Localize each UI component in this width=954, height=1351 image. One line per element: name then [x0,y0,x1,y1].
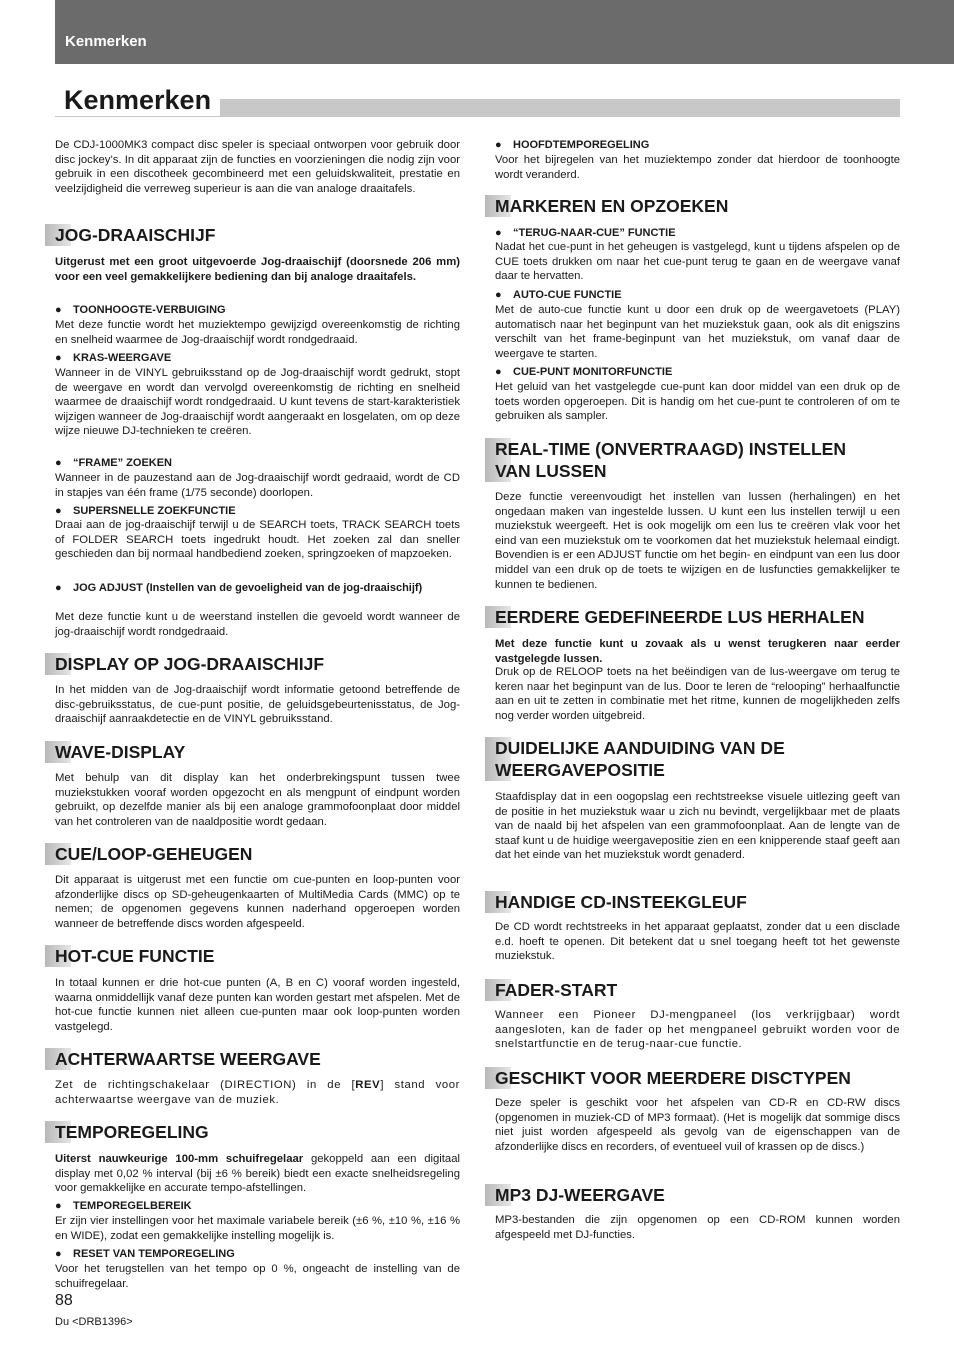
reverse-text-a: Zet de richtingschakelaar (DIRECTION) in de [ [55,1079,356,1091]
marking-sub-2-title: AUTO-CUE FUNCTIE [513,289,622,301]
repeat-loop-lead: Met deze functie kunt u zovaak als u wenst terugkeren naar eerder vastgelegde lussen. [495,638,900,665]
heading-slot [485,891,900,913]
heading-position-line-2: WEERGAVEPOSITIE [495,760,665,780]
jog-sub-1 [55,304,460,318]
jog-sub-2 [55,352,460,366]
document-code: Du <DRB1396> [55,1316,133,1328]
heading-position-line-1: DUIDELIJKE AANDUIDING VAN DE [495,738,785,758]
heading-cueloop-text: CUE/LOOP-GEHEUGEN [55,844,253,864]
master-tempo [495,139,900,153]
header-bar [55,0,954,64]
master-tempo-text: Voor het bijregelen van het muziektempo zonder dat hierdoor de toonhoogte wordt veranderd. [495,154,900,181]
jog-sub-3 [55,457,460,471]
heading-slot-text: HANDIGE CD-INSTEEKGLEUF [495,892,747,912]
bullet-icon: ● [55,1200,62,1212]
heading-repeat-loop [485,606,900,628]
jog-sub-3-text: Wanneer in de pauzestand aan de Jog-draaischijf wordt gedraaid, wordt de CD in stapjes van één frame (1/75 seconde) doorlopen. [55,472,460,499]
reverse-text-b: ] stand voor achterwaartse weergave van de muziek. [55,1079,460,1106]
heading-disctypes-text: GESCHIKT VOOR MEERDERE DISCTYPEN [495,1068,851,1088]
marking-sub-1-text: Nadat het cue-punt in het geheugen is vastgelegd, kunt u tijdens afspelen op de CUE toets drukken om naar het cue-punt terug te gaan en de weergave vanaf daar te hervatten. [495,241,900,283]
heading-realtime-line-2: VAN LUSSEN [495,461,607,481]
heading-jog-text: JOG-DRAAISCHIJF [55,225,216,245]
tempo-sub-2-title: RESET VAN TEMPOREGELING [73,1248,235,1260]
heading-tempo [45,1121,460,1143]
jog-sub-4-text: Draai aan de jog-draaischijf terwijl u de SEARCH toets, TRACK SEARCH toets of FOLDER SEARCH toets ingedrukt houdt. Het zoeken zal dan sneller geschieden dan bij normaal handbediend zoeken, springzoeken of mapzoeken. [55,519,460,561]
heading-realtime-line-1: REAL-TIME (ONVERTRAAGD) INSTELLEN [495,439,846,459]
heading-position [485,737,900,781]
marking-sub-3 [495,366,900,380]
jog-sub-4 [55,505,460,519]
heading-realtime [485,438,900,482]
jog-sub-1-title: TOONHOOGTE-VERBUIGING [73,304,226,316]
jog-sub-5-title: JOG ADJUST (Instellen van de gevoeligheid van de jog-draaischijf) [73,582,423,594]
heading-fader [485,979,900,1001]
page-number: 88 [55,1292,73,1309]
marking-sub-3-title: CUE-PUNT MONITORFUNCTIE [513,366,673,378]
jog-sub-4-title: SUPERSNELLE ZOEKFUNCTIE [73,505,236,517]
tempo-lead-bold: Uiterst nauwkeurige 100-mm schuifregelaar [55,1153,304,1165]
bullet-icon: ● [495,139,502,151]
jog-sub-2-text: Wanneer in de VINYL gebruiksstand op de Jog-draaischijf wordt gedrukt, stopt de weergave en wordt dan vervolgd overeenkomstig de richting en snelheid waarmee de draaischijf wordt rondgedraaid. U kunt tevens de start-karakteristiek wijzigen wanneer de Jog-draaischijf wordt aangeraakt en losgelaten, om op deze wijze nieuwe DJ-technieken te creëren. [55,367,460,438]
reverse-text-bold: REV [355,1079,381,1091]
mp3-text: MP3-bestanden die zijn opgenomen op een CD-ROM kunnen worden afgespeeld met DJ-functies. [495,1214,900,1241]
tempo-sub-1 [55,1200,460,1214]
cueloop-text: Dit apparaat is uitgerust met een functie om cue-punten en loop-punten voor afzonderlijke discs op SD-geheugenkaarten of MultiMedia Cards (MMC) op te nemen; de opgenomen gegevens kunnen naderhand opgeroepen worden wanneer de betreffende discs worden afgespeeld. [55,874,460,930]
repeat-loop-text: Druk op de RELOOP toets na het beëindigen van de lus-weergave om terug te keren naar het beginpunt van de lus. Door te leren de “relooping” herhaalfunctie aan en uit te zetten in combinatie met het ritme, kunnen de mogelijkheden zelfs nog verder worden uitgebreid. [495,666,900,722]
heading-disctypes [485,1067,900,1089]
realtime-text: Deze functie vereenvoudigt het instellen van lussen (herhalingen) en het ongedaan maken van ingestelde lussen. U kunt een lus instellen terwijl u een muziekstuk weergeeft. Het is ook mogelijk om een lus te creëren vlak voor het eind van een muziekstuk om te voorkomen dat het muziekstuk helemaal eindigt. Bovendien is er een ADJUST functie om het begin- en eindpunt van een lus door middel van een druk op de toets te wijzigen en de lusfuncties gemakkelijker te kunnen te bedienen. [495,491,900,591]
bullet-icon: ● [495,289,502,301]
heading-wave [45,741,460,763]
jog-lead: Uitgerust met een groot uitgevoerde Jog-draaischijf (doorsnede 206 mm) voor een veel gemakkelijkere bediening dan bij analoge draaitafels. [55,256,460,283]
tempo-sub-2-text: Voor het terugstellen van het tempo op 0 %, ongeacht de instelling van de schuifregelaar. [55,1263,460,1290]
heading-jog [45,224,460,246]
jog-sub-1-text: Met deze functie wordt het muziektempo gewijzigd overeenkomstig de richting en snelheid waarmee de Jog-draaischijf wordt rondgedraaid. [55,319,460,346]
position-text: Staafdisplay dat in een oogopslag een rechtstreekse visuele uitlezing geeft van de positie in het muziekstuk waar u zich nu bevindt, vergelijkbaar met de plaats van de naald bij het afspelen van een grammofoonplaat. Aan de lengte van de staaf kunt u de huidige weergavepositie zien en een knipperende staaf geeft aan dat het einde van het muziekstuk wordt genaderd. [495,791,900,862]
bullet-icon: ● [55,505,62,517]
heading-fader-text: FADER-START [495,980,618,1000]
heading-repeat-loop-text: EERDERE GEDEFINEERDE LUS HERHALEN [495,607,865,627]
marking-sub-2-text: Met de auto-cue functie kunt u door een druk op de weergavetoets (PLAY) automatisch naar het beginpunt van het muziekstuk gaan, ook als dit enigszins verschilt van het frame-beginpunt van het muziekstuk, om vanaf daar de weergave te starten. [495,304,900,360]
marking-sub-2 [495,289,900,303]
bullet-icon: ● [55,457,62,469]
heading-marking-text: MARKEREN EN OPZOEKEN [495,196,729,216]
heading-tempo-text: TEMPOREGELING [55,1122,209,1142]
marking-sub-3-text: Het geluid van het vastgelegde cue-punt kan door middel van een druk op de toets worden opgeroepen. Dit is handig om het cue-punt te controleren of om te gebruiken als sampler. [495,381,900,423]
heading-mp3 [485,1184,900,1206]
wave-text: Met behulp van dit display kan het onderbrekingspunt tussen twee muziekstukken vooraf worden opgezocht en als mengpunt of eindpunt worden gebruikt, op dezelfde manier als bij een analoge grammofoonplaat door middel van het controleren van de naaldpositie wordt gedaan. [55,772,460,828]
bullet-icon: ● [55,582,62,594]
display-text: In het midden van de Jog-draaischijf wordt informatie getoond betreffende de disc-gebruiksstatus, de cue-punt positie, de geluidsgebeurtenisstatus, de Jog-draaischijf aanraakdetectie en de VINYL gebruiksstand. [55,684,460,726]
jog-sub-5 [55,582,460,596]
jog-sub-5-text: Met deze functie kunt u de weerstand instellen die gevoeld wordt wanneer de jog-draaischijf wordt rondgedraaid. [55,611,460,638]
bullet-icon: ● [55,304,62,316]
tempo-sub-1-text: Er zijn vier instellingen voor het maximale variabele bereik (±6 %, ±10 %, ±16 % en WIDE), zodat een gemakkelijke instelling mogelijk is. [55,1215,460,1242]
heading-marking [485,195,900,217]
heading-display [45,653,460,675]
jog-sub-2-title: KRAS-WEERGAVE [73,352,172,364]
heading-cueloop [45,843,460,865]
bullet-icon: ● [55,352,62,364]
page-title: Kenmerken [55,84,220,116]
master-tempo-title: HOOFDTEMPOREGELING [513,139,650,151]
heading-wave-text: WAVE-DISPLAY [55,742,186,762]
tempo-lead [55,1152,460,1196]
tempo-sub-2 [55,1248,460,1262]
fader-text: Wanneer een Pioneer DJ-mengpaneel (los verkrijgbaar) wordt aangesloten, kan de fader op het mengpaneel gebruikt worden voor de snelstartfunctie en de terug-naar-cue functie. [495,1009,900,1051]
jog-sub-3-title: “FRAME” ZOEKEN [73,457,172,469]
heading-hotcue-text: HOT-CUE FUNCTIE [55,946,215,966]
heading-mp3-text: MP3 DJ-WEERGAVE [495,1185,665,1205]
hotcue-text: In totaal kunnen er drie hot-cue punten (A, B en C) vooraf worden ingesteld, waarna onmiddellijk vanaf deze punten kan worden gestart met afspelen. Met de hot-cue functie kunnen niet alleen cue-punten maar ook loop-punten worden vastgelegd. [55,977,460,1033]
disctypes-text: Deze speler is geschikt voor het afspelen van CD-R en CD-RW discs (opgenomen in muziek-CD of MP3 formaat). (Het is mogelijk dat sommige discs niet juist worden afgespeeld als gevolg van de eigenschappen van de afzonderlijke discs en recorders, of eventueel vuil of krassen op de discs.) [495,1097,900,1153]
heading-reverse-text: ACHTERWAARTSE WEERGAVE [55,1049,321,1069]
section-label: Kenmerken [65,33,147,50]
intro-text: De CDJ-1000MK3 compact disc speler is speciaal ontworpen voor gebruik door disc jockey’s. In dit apparaat zijn de functies en voorzieningen die nodig zijn voor gebruik in een discotheek gecombineerd met een geluidskwaliteit, prestatie en veelzijdigheid die verreweg superieur is aan die van analoge draaitafels. [55,139,460,195]
tempo-sub-1-title: TEMPOREGELBEREIK [73,1200,192,1212]
bullet-icon: ● [495,227,502,239]
bullet-icon: ● [55,1248,62,1260]
bullet-icon: ● [495,366,502,378]
heading-display-text: DISPLAY OP JOG-DRAAISCHIJF [55,654,325,674]
tempo-lead-rest: gekoppeld aan een digitaal display met 0,02 % interval (bij ±6 % bereik) biedt een exacte snelheidsregeling voor gemakkelijke en accurate tempo-afstellingen. [55,1153,460,1195]
slot-text: De CD wordt rechtstreeks in het apparaat geplaatst, zonder dat u een disclade e.d. hoeft te openen. Dit betekent dat u snel toegang heeft tot het gewenste muziekstuk. [495,921,900,963]
heading-reverse [45,1048,460,1070]
marking-sub-1-title: “TERUG-NAAR-CUE” FUNCTIE [513,227,676,239]
marking-sub-1 [495,227,900,241]
reverse-text [55,1078,460,1107]
heading-hotcue [45,945,460,967]
